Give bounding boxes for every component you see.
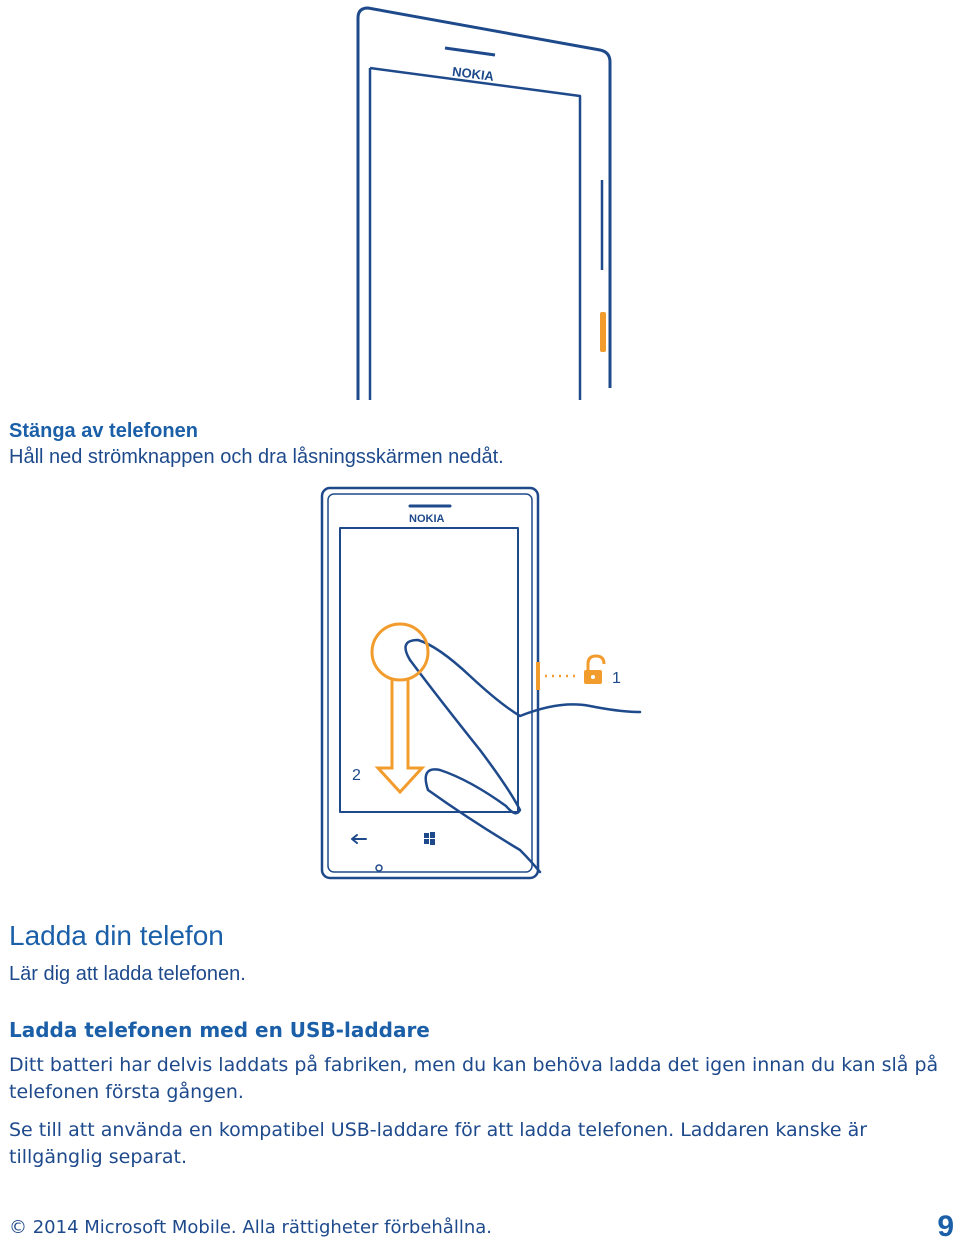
charge-paragraph-1: Ditt batteri har delvis laddats på fabriken, men du kan behöva ladda det igen innan du kan slå på telefonen första gången. bbox=[9, 1054, 939, 1103]
charge-intro: Lär dig att ladda telefonen. bbox=[9, 963, 246, 985]
windows-icon bbox=[424, 832, 435, 845]
padlock-open-icon bbox=[584, 656, 604, 684]
nokia-logo: NOKIA bbox=[451, 63, 495, 84]
charge-title: Ladda din telefon bbox=[9, 920, 224, 951]
nokia-logo-2: NOKIA bbox=[409, 513, 445, 525]
copyright-footer: © 2014 Microsoft Mobile. Alla rättigheter förbehållna. bbox=[9, 1217, 493, 1238]
step-1-label: 1 bbox=[612, 670, 621, 687]
page-number: 9 bbox=[937, 1210, 954, 1243]
step-2-label: 2 bbox=[352, 767, 361, 784]
charge-paragraph-2: Se till att använda en kompatibel USB-laddare för att ladda telefonen. Laddaren kanske är tillgänglig separat. bbox=[9, 1119, 868, 1168]
turn-off-text: Håll ned strömknappen och dra låsningsskärmen nedåt. bbox=[9, 446, 504, 468]
turn-off-title: Stänga av telefonen bbox=[9, 420, 198, 442]
usb-charger-subtitle: Ladda telefonen med en USB-laddare bbox=[9, 1018, 430, 1042]
